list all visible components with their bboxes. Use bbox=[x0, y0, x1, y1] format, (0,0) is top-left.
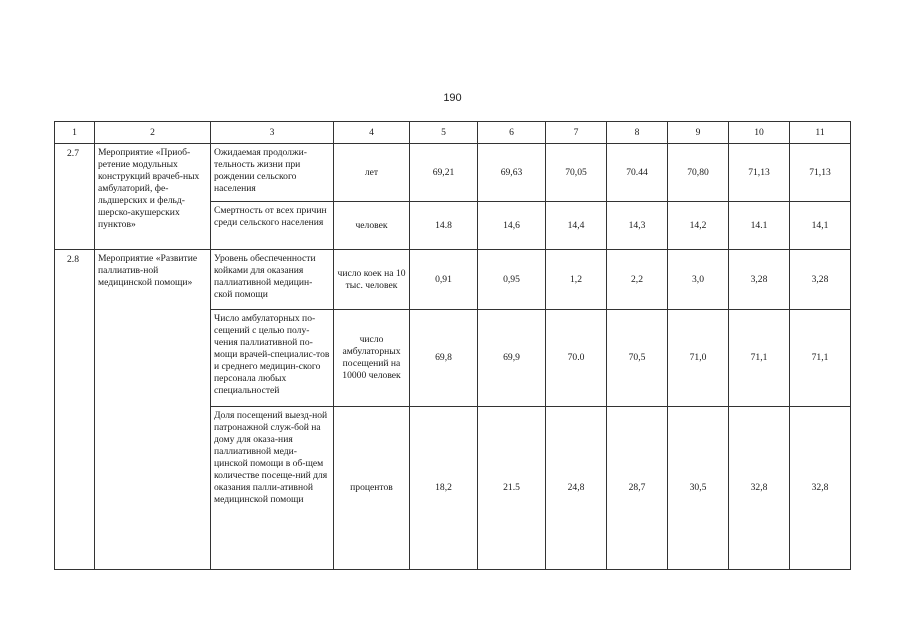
value-cell: 28,7 bbox=[607, 407, 668, 570]
table-row bbox=[55, 144, 851, 202]
value-cell: 14,3 bbox=[607, 202, 668, 250]
value-cell: 1,2 bbox=[546, 250, 607, 310]
table-row bbox=[55, 250, 851, 310]
value-cell: 3,28 bbox=[729, 250, 790, 310]
value-cell: 32,8 bbox=[790, 407, 851, 570]
page-number: 190 bbox=[443, 92, 462, 104]
indicator-name: Число амбулаторных по-сещений с целью полу-чения паллиативной по-мощи врачей-специалис-тов и среднего медицин-ского персонала любых специальностей bbox=[211, 310, 334, 407]
value-cell: 24,8 bbox=[546, 407, 607, 570]
unit-cell: лет bbox=[334, 144, 410, 202]
header-cell: 3 bbox=[211, 122, 334, 144]
header-cell: 2 bbox=[95, 122, 211, 144]
value-cell: 69,8 bbox=[410, 310, 478, 407]
value-cell: 21.5 bbox=[478, 407, 546, 570]
value-cell: 70,5 bbox=[607, 310, 668, 407]
header-row bbox=[55, 122, 851, 144]
header-cell: 7 bbox=[546, 122, 607, 144]
value-cell: 32,8 bbox=[729, 407, 790, 570]
indicator-name: Ожидаемая продолжи-тельность жизни при рождении сельского населения bbox=[211, 144, 334, 202]
activity-name: Мероприятие «Развитие паллиатив-ной медицинской помощи» bbox=[95, 250, 211, 570]
unit-cell: число коек на 10 тыс. человек bbox=[334, 250, 410, 310]
value-cell: 14,6 bbox=[478, 202, 546, 250]
header-cell: 1 bbox=[55, 122, 95, 144]
value-cell: 14,1 bbox=[790, 202, 851, 250]
value-cell: 69,9 bbox=[478, 310, 546, 407]
unit-cell: человек bbox=[334, 202, 410, 250]
header-cell: 5 bbox=[410, 122, 478, 144]
value-cell: 14,2 bbox=[668, 202, 729, 250]
activity-name: Мероприятие «Приоб-ретение модульных конструкций врачеб-ных амбулаторий, фе-льдшерских и фельд-шерско-акушерских пунктов» bbox=[95, 144, 211, 250]
header-cell: 9 bbox=[668, 122, 729, 144]
value-cell: 30,5 bbox=[668, 407, 729, 570]
value-cell: 0,95 bbox=[478, 250, 546, 310]
section-number: 2.8 bbox=[55, 250, 95, 570]
value-cell: 71,1 bbox=[729, 310, 790, 407]
value-cell: 3,28 bbox=[790, 250, 851, 310]
header-cell: 8 bbox=[607, 122, 668, 144]
value-cell: 18,2 bbox=[410, 407, 478, 570]
value-cell: 70.44 bbox=[607, 144, 668, 202]
value-cell: 14,4 bbox=[546, 202, 607, 250]
value-cell: 69,63 bbox=[478, 144, 546, 202]
value-cell: 70,80 bbox=[668, 144, 729, 202]
indicator-name: Смертность от всех причин среди сельского населения bbox=[211, 202, 334, 250]
value-cell: 3,0 bbox=[668, 250, 729, 310]
header-cell: 4 bbox=[334, 122, 410, 144]
section-number: 2.7 bbox=[55, 144, 95, 250]
value-cell: 0,91 bbox=[410, 250, 478, 310]
unit-cell: число амбулаторных посещений на 10000 человек bbox=[334, 310, 410, 407]
header-cell: 10 bbox=[729, 122, 790, 144]
value-cell: 14.8 bbox=[410, 202, 478, 250]
value-cell: 69,21 bbox=[410, 144, 478, 202]
value-cell: 14.1 bbox=[729, 202, 790, 250]
unit-cell: процентов bbox=[334, 407, 410, 570]
value-cell: 71,13 bbox=[729, 144, 790, 202]
value-cell: 71,1 bbox=[790, 310, 851, 407]
value-cell: 70.0 bbox=[546, 310, 607, 407]
indicators-table bbox=[54, 121, 851, 570]
header-cell: 6 bbox=[478, 122, 546, 144]
value-cell: 71,0 bbox=[668, 310, 729, 407]
indicator-name: Уровень обеспеченности койками для оказания паллиативной медицин-ской помощи bbox=[211, 250, 334, 310]
header-cell: 11 bbox=[790, 122, 851, 144]
value-cell: 2,2 bbox=[607, 250, 668, 310]
indicator-name: Доля посещений выезд-ной патронажной служ-бой на дому для оказа-ния паллиативной меди-цинской помощи в об-щем количестве посеще-ний для оказания палли-ативной медицинской помощи bbox=[211, 407, 334, 570]
value-cell: 70,05 bbox=[546, 144, 607, 202]
value-cell: 71,13 bbox=[790, 144, 851, 202]
